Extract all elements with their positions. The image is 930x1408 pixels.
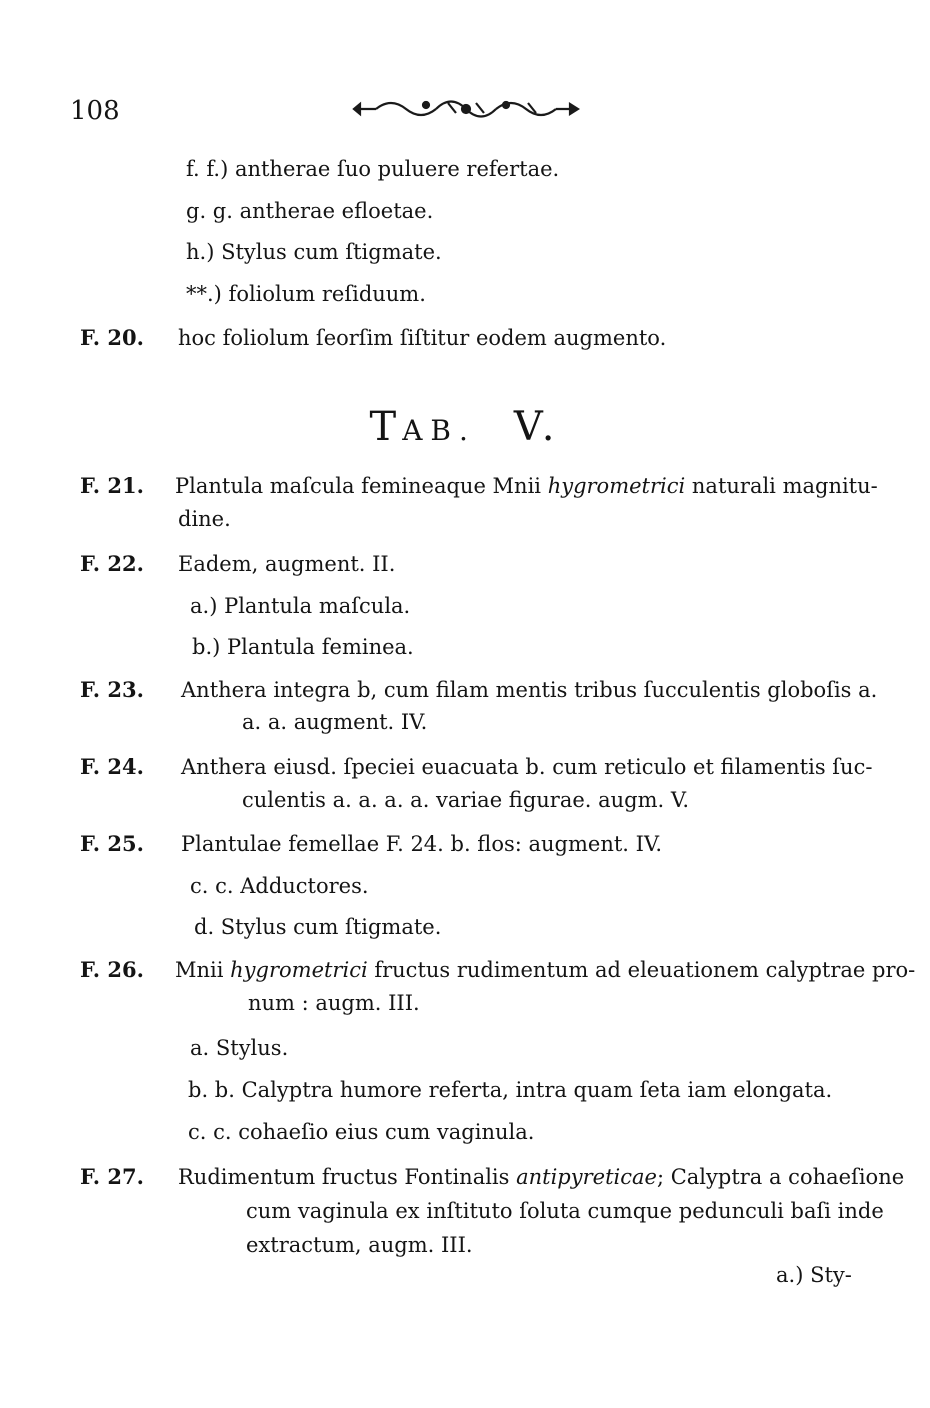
figure-text-27: Rudimentum fructus Fontinalis antipyreticae; Calyptra a cohaeſione: [178, 1165, 905, 1189]
heading-tab-rest: AB.: [402, 414, 476, 447]
figure-26-item-a: a. Stylus.: [190, 1036, 289, 1060]
heading-roman: V.: [513, 404, 561, 450]
ornament-headpiece-icon: [352, 97, 580, 121]
catchword: a.) Sty-: [776, 1263, 852, 1287]
figure-text-26-cont: num : augm. III.: [248, 991, 420, 1015]
species-name-italic: hygrometrici: [230, 958, 368, 982]
legend-line-stars: **.) foliolum reſiduum.: [186, 282, 426, 306]
figure-text-27-cont2: extractum, augm. III.: [246, 1233, 473, 1257]
figure-text-22: Eadem, augment. II.: [178, 552, 396, 576]
figure-text-23-cont: a. a. augment. IV.: [242, 710, 428, 734]
figure-25-item-d: d. Stylus cum ſtigmate.: [194, 915, 442, 939]
figure-text-21: Plantula maſcula femineaque Mnii hygrometrici naturali magnitu-: [175, 474, 878, 498]
figure-text-21-cont: dine.: [178, 507, 231, 531]
figure-label-27: F. 27.: [80, 1164, 144, 1189]
figure-text-20: hoc foliolum ſeorſim ſiſtitur eodem augmento.: [178, 326, 667, 350]
figure-text-25: Plantulae femellae F. 24. b. flos: augment. IV.: [181, 832, 663, 856]
heading-tab-initial: T: [369, 404, 403, 450]
figure-26-item-c: c. c. cohaeſio eius cum vaginula.: [188, 1120, 535, 1144]
figure-label-25: F. 25.: [80, 831, 144, 856]
figure-text-26: Mnii hygrometrici fructus rudimentum ad eleuationem calyptrae pro-: [175, 958, 916, 982]
legend-line-gg: g. g. antherae efloetae.: [186, 199, 434, 223]
figure-label-22: F. 22.: [80, 551, 144, 576]
plate-heading: [0, 402, 930, 456]
species-name-italic: hygrometrici: [547, 474, 686, 498]
species-name-italic: antipyreticae: [516, 1165, 657, 1189]
legend-line-ff: f. f.) antherae ſuo puluere refertae.: [186, 157, 560, 181]
figure-22-item-a: a.) Plantula maſcula.: [190, 594, 411, 618]
figure-26-item-b: b. b. Calyptra humore referta, intra quam ſeta iam elongata.: [188, 1078, 833, 1102]
legend-line-h: h.) Stylus cum ſtigmate.: [186, 240, 442, 264]
figure-label-20: F. 20.: [80, 325, 144, 350]
figure-label-23: F. 23.: [80, 677, 144, 702]
figure-label-21: F. 21.: [80, 473, 144, 498]
figure-25-item-c: c. c. Adductores.: [190, 874, 369, 898]
figure-text-24: Anthera eiusd. ſpeciei euacuata b. cum reticulo et filamentis ſuc-: [181, 755, 873, 779]
figure-text-23: Anthera integra b, cum filam mentis tribus ſucculentis globoſis a.: [181, 678, 878, 702]
figure-text-24-cont: culentis a. a. a. a. variae figurae. augm. V.: [242, 788, 690, 812]
figure-label-26: F. 26.: [80, 957, 144, 982]
page-number: 108: [70, 96, 120, 126]
figure-text-27-cont1: cum vaginula ex inſtituto ſoluta cumque pedunculi baſi inde: [246, 1199, 884, 1223]
figure-22-item-b: b.) Plantula feminea.: [192, 635, 414, 659]
figure-label-24: F. 24.: [80, 754, 144, 779]
